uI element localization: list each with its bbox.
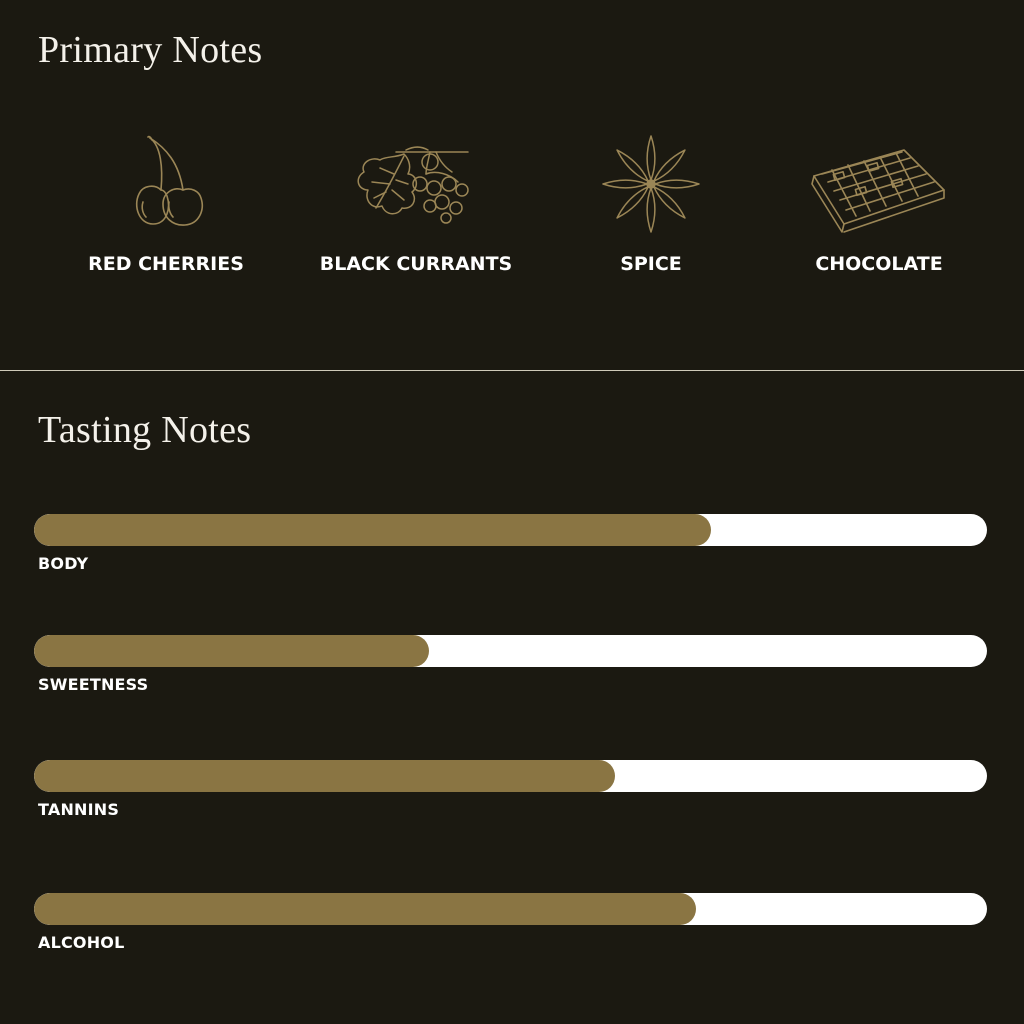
bar-fill [34, 760, 615, 792]
bar-label: ALCOHOL [38, 933, 125, 952]
note-red-cherries [46, 128, 286, 275]
bar-label: SWEETNESS [38, 675, 149, 694]
note-chocolate [759, 128, 999, 275]
tasting-bar-body [34, 514, 987, 573]
note-label: SPICE [620, 253, 682, 275]
black-currants-icon [346, 128, 486, 233]
bar-track [34, 635, 987, 667]
star-anise-icon [596, 128, 706, 233]
bar-label: BODY [38, 554, 89, 573]
tasting-bar-sweetness [34, 635, 987, 694]
note-label: CHOCOLATE [815, 253, 943, 275]
bar-fill [34, 514, 711, 546]
bar-track [34, 514, 987, 546]
section-divider [0, 370, 1024, 371]
tasting-bar-tannins [34, 760, 987, 819]
note-spice [531, 128, 771, 275]
tasting-bar-alcohol [34, 893, 987, 952]
cherries-icon [121, 128, 211, 233]
bar-label: TANNINS [38, 800, 120, 819]
chocolate-bar-icon [804, 128, 954, 233]
bar-fill [34, 893, 696, 925]
bar-fill [34, 635, 429, 667]
bar-track [34, 760, 987, 792]
primary-notes-heading: Primary Notes [38, 29, 263, 71]
bar-track [34, 893, 987, 925]
tasting-notes-heading: Tasting Notes [38, 409, 252, 451]
note-black-currants [296, 128, 536, 275]
note-label: RED CHERRIES [88, 253, 244, 275]
note-label: BLACK CURRANTS [319, 253, 513, 275]
